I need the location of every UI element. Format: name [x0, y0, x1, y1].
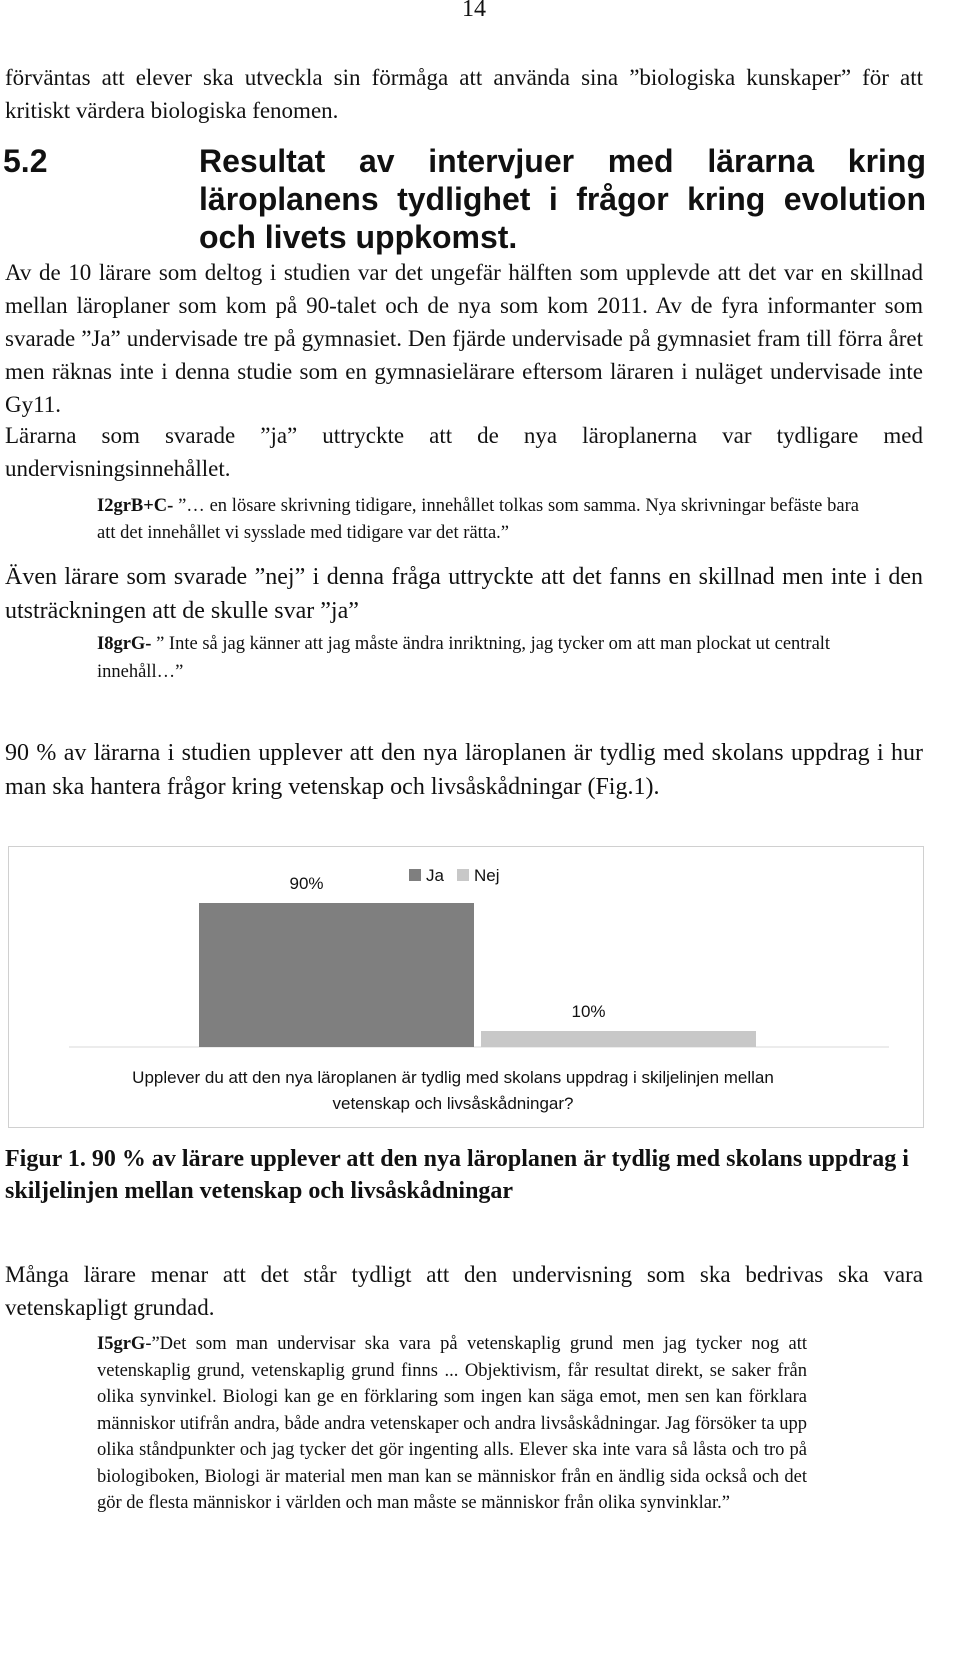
figure-caption: Figur 1. 90 % av lärare upplever att den nya läroplanen är tydlig med skolans uppdrag i skiljelinjen mellan vetenskap och livsåskådningar: [5, 1146, 909, 1204]
legend-swatch-ja: [409, 869, 421, 881]
bar-nej: [481, 1031, 756, 1047]
legend-label-nej: Nej: [474, 866, 500, 885]
quote-speaker: I5grG: [97, 1334, 146, 1354]
quote-speaker: I2grB+C-: [97, 496, 174, 516]
paragraph-yes-answers: Lärarna som svarade ”ja” uttryckte att de nya läroplanerna var tydligare med undervisningsinnehållet.: [5, 423, 923, 481]
quote-text: ” Inte så jag känner att jag måste ändra inriktning, jag tycker om att man plockat ut centralt innehåll…”: [97, 634, 831, 682]
data-label-ja: 90%: [289, 874, 324, 893]
paragraph-intro: förväntas att elever ska utveckla sin förmåga att använda sina ”biologiska kunskaper” för att kritiskt värdera biologiska fenomen.: [5, 65, 923, 123]
bar-chart: [8, 846, 924, 1128]
page-number: 14: [462, 0, 486, 22]
legend-swatch-nej: [457, 869, 469, 881]
chart-canvas: [9, 847, 923, 1127]
paragraph-scientific: Många lärare menar att det står tydligt att den undervisning som ska bedrivas ska vara vetenskapligt grundad.: [5, 1262, 923, 1320]
section-title: Resultat av intervjuer med lärarna kring läroplanens tydlighet i frågor kring evolution och livets uppkomst.: [199, 143, 926, 255]
x-axis-label-line-2: vetenskap och livsåskådningar?: [332, 1094, 574, 1113]
paragraph-percentage: 90 % av lärarna i studien upplever att den nya läroplanen är tydlig med skolans uppdrag i hur man ska hantera frågor kring vetenskap och livsåskådningar (Fig.1).: [5, 740, 923, 800]
interview-quote-1: [97, 493, 859, 547]
legend-label-ja: Ja: [426, 866, 444, 885]
interview-quote-2: [97, 630, 877, 686]
paragraph-results: Av de 10 lärare som deltog i studien var det ungefär hälften som upplevde att det var en skillnad mellan läroplaner som kom på 90-talet och de nya som kom 2011. Av de fyra informanter som svarade ”Ja” undervisade tre på gymnasiet. Den fjärde undervisade på gymnasiet fram till förra året men räknas inte i denna studie som en gymnasielärare eftersom läraren i nuläget undervisade inte Gy11.: [5, 260, 923, 417]
quote-speaker: I8grG-: [97, 634, 152, 654]
paragraph-no-answers: Även lärare som svarade ”nej” i denna fråga uttryckte att det fanns en skillnad men inte i den utsträckningen att de skulle svar ”ja”: [5, 564, 923, 624]
x-axis-label-line-1: Upplever du att den nya läroplanen är tydlig med skolans uppdrag i skiljelinjen mellan: [132, 1068, 774, 1087]
section-number: 5.2: [3, 143, 48, 179]
quote-text: ”… en lösare skrivning tidigare, innehållet tolkas som samma. Nya skrivningar befäste bara att det innehållet vi sysslade med tidigare var det rätta.”: [97, 496, 860, 543]
quote-text: -”Det som man undervisar ska vara på vetenskaplig grund men jag tycker nog att vetenskaplig grund, vetenskaplig grund finns ... Objektivism, får resultat direkt, se saker från olika synvinkel. Biologi kan ge en förklaring som ingen kan säga emot, men sen kan förklara människor utifrån andra, både andra vetenskaper och andra livsåskådningar. Jag försöker ta upp olika ståndpunkter och jag tycker det gör ingenting alls. Elever ska inte vara så låsta och tro på biologiboken, Biologi är material men man kan se människor från en ändlig sida också och det gör de flesta människor i världen och man måste se människor från olika synvinklar.”: [97, 1334, 807, 1513]
bar-ja: [199, 903, 474, 1047]
data-label-nej: 10%: [571, 1002, 606, 1021]
interview-quote-3: [97, 1331, 807, 1517]
